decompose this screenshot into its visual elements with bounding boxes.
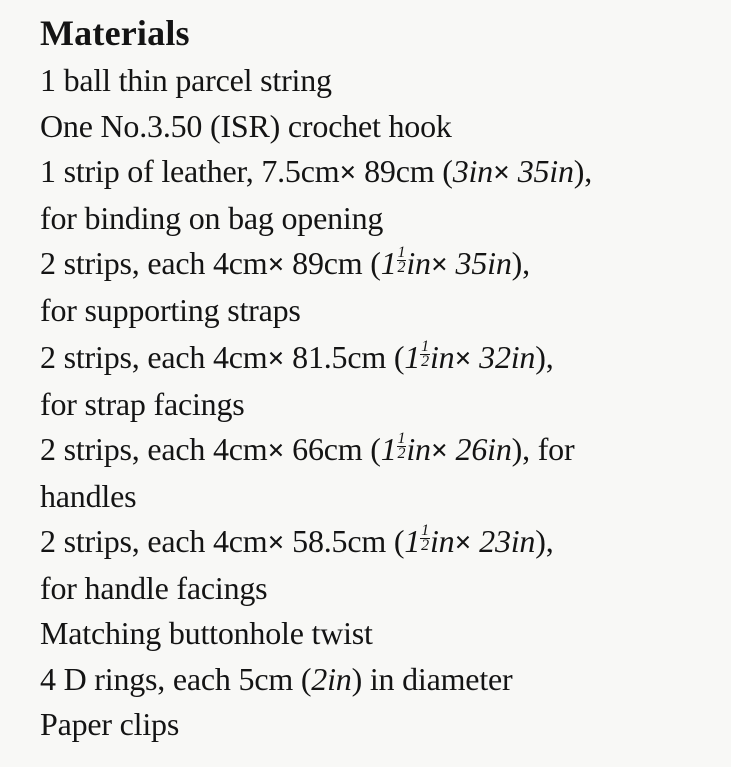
materials-list [40,58,720,748]
material-line-9: 2 strips, each 4cm× 66cm (1 $\frac{1}{2}$ in× 26in), for [40,430,575,467]
material-line-14: 4 D rings, each 5cm (2in) in diameter [40,660,513,697]
times-sign: × [267,526,285,559]
fraction-half: $\frac{1}{2}$ [397,430,406,462]
material-line-11: 2 strips, each 4cm× 58.5cm (1 $\frac{1}{2}$ in× 23in), [40,522,554,559]
fraction-half: $\frac{1}{2}$ [421,338,429,370]
times-sign: × [430,248,448,281]
material-line-15: Paper clips [40,706,180,742]
times-sign: × [267,248,285,281]
times-sign: × [454,342,472,375]
material-line-12: for handle facings [40,569,268,606]
material-line-1: 1 ball thin parcel string [40,62,332,98]
material-line-3: 1 strip of leather, 7.5cm× 89cm (3in× 35in), [40,153,593,189]
times-sign: × [267,434,285,467]
times-sign: × [492,156,510,189]
fraction-half: $\frac{1}{2}$ [421,522,429,554]
times-sign: × [454,526,472,559]
times-sign: × [339,156,357,189]
material-line-5: 2 strips, each 4cm× 89cm (1 $\frac{1}{2}$ in× 35in), [40,244,530,281]
material-line-2: One No.3.50 (ISR) crochet hook [40,107,452,144]
materials-heading: Materials [40,13,190,53]
times-sign: × [267,342,285,375]
times-sign: × [430,434,448,467]
material-line-10: handles [40,477,137,514]
fraction-half: $\frac{1}{2}$ [397,244,406,276]
material-line-13: Matching buttonhole twist [40,615,373,651]
material-line-8: for strap facings [40,385,245,422]
material-line-4: for binding on bag opening [40,199,384,236]
material-line-6: for supporting straps [40,291,301,328]
material-line-7: 2 strips, each 4cm× 81.5cm (1 $\frac{1}{2}$ in× 32in), [40,338,554,375]
